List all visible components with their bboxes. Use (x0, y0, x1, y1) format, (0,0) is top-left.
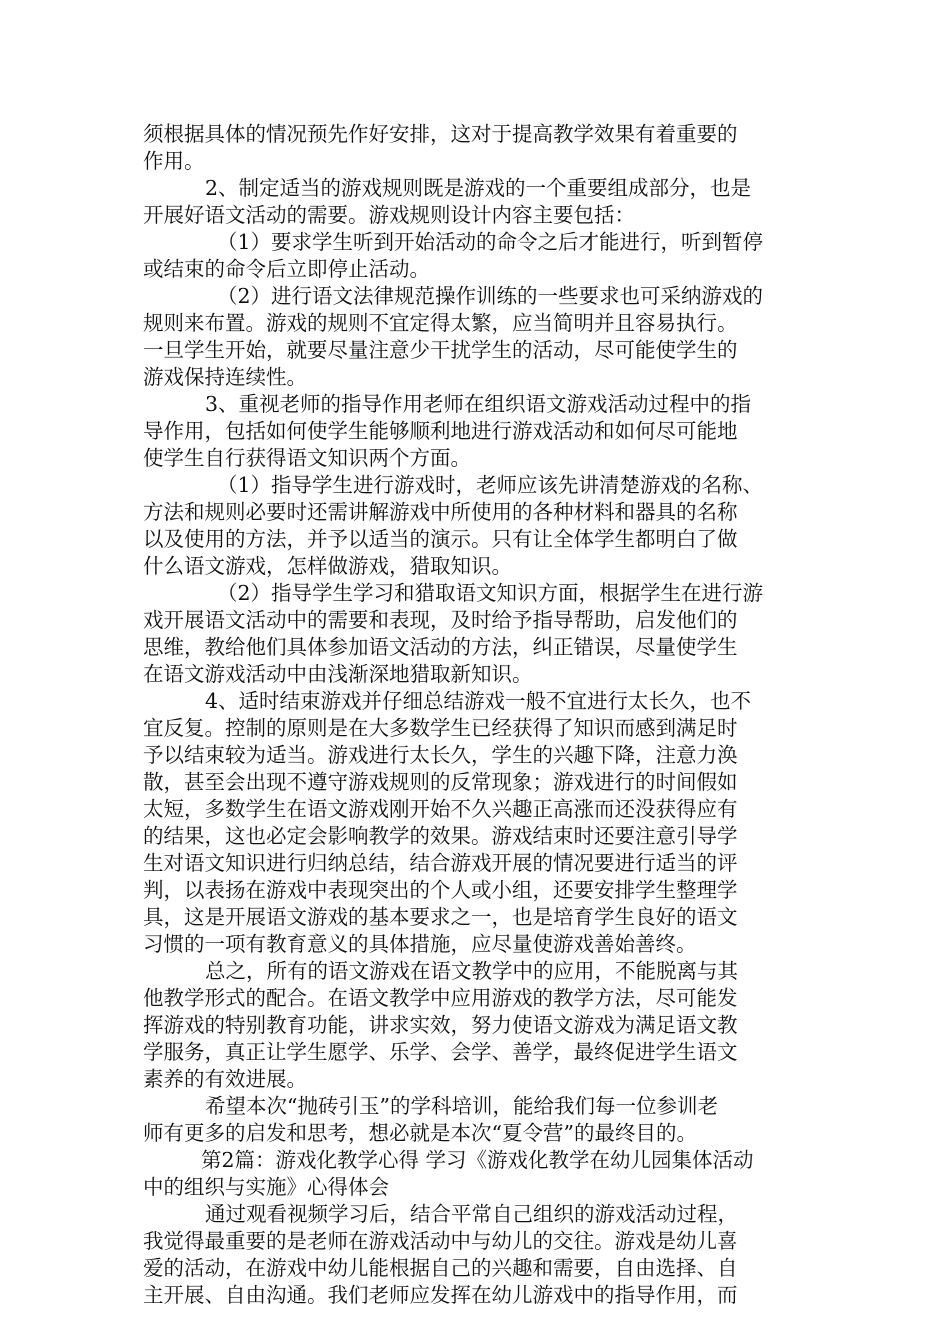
text-line: 2、制定适当的游戏规则既是游戏的一个重要组成部分，也是 (205, 176, 752, 200)
text-line: 他教学形式的配合。在语文教学中应用游戏的教学方法，尽可能发 (143, 986, 738, 1010)
text-line: 须根据具体的情况预先作好安排，这对于提高教学效果有着重要的 (143, 122, 738, 146)
text-line: 方法和规则必要时还需讲解游戏中所使用的各种材料和器具的名称 (143, 500, 738, 524)
text-line: 散，甚至会出现不遵守游戏规则的反常现象；游戏进行的时间假如 (143, 770, 738, 794)
text-line: 挥游戏的特别教育功能，讲求实效，努力使语文游戏为满足语文教 (143, 1013, 738, 1037)
text-line: 一旦学生开始，就要尽量注意少干扰学生的活动，尽可能使学生的 (143, 338, 738, 362)
text-line: 第2篇：游戏化教学心得 学习《游戏化教学在幼儿园集体活动 (201, 1148, 754, 1172)
text-line: 导作用，包括如何使学生能够顺利地进行游戏活动和如何尽可能地 (143, 419, 738, 443)
text-line: 什么语文游戏，怎样做游戏，猎取知识。 (143, 554, 512, 578)
document-body (143, 121, 811, 1309)
text-line: 素养的有效进展。 (143, 1067, 307, 1091)
text-line: 通过观看视频学习后，结合平常自己组织的游戏活动过程， (205, 1202, 738, 1226)
text-line: 的结果，这也必定会影响教学的效果。游戏结束时还要注意引导学 (143, 824, 738, 848)
text-line: 3、重视老师的指导作用老师在组织语文游戏活动过程中的指 (205, 392, 752, 416)
text-line: 判，以表扬在游戏中表现突出的个人或小组，还要安排学生整理学 (143, 878, 738, 902)
text-line: 4、适时结束游戏并仔细总结游戏一般不宜进行太长久，也不 (205, 689, 752, 713)
text-line: 希望本次“抛砖引玉”的学科培训，能给我们每一位参训老 (205, 1094, 718, 1118)
text-line: 太短，多数学生在语文游戏刚开始不久兴趣正高涨而还没获得应有 (143, 797, 738, 821)
text-line: 主开展、自由沟通。我们老师应发挥在幼儿游戏中的指导作用，而 (143, 1283, 738, 1307)
text-line: （2）进行语文法律规范操作训练的一些要求也可采纳游戏的 (217, 284, 764, 308)
text-line: 生对语文知识进行归纳总结，结合游戏开展的情况要进行适当的评 (143, 851, 738, 875)
text-line: 或结束的命令后立即停止活动。 (143, 257, 430, 281)
text-line: 中的组织与实施》心得体会 (143, 1175, 389, 1199)
text-line: 规则来布置。游戏的规则不宜定得太繁，应当简明并且容易执行。 (143, 311, 738, 335)
text-line: 在语文游戏活动中由浅渐深地猎取新知识。 (143, 662, 533, 686)
text-line: 师有更多的启发和思考，想必就是本次“夏令营”的最终目的。 (143, 1121, 697, 1145)
text-line: （1）指导学生进行游戏时，老师应该先讲清楚游戏的名称、 (217, 473, 764, 497)
text-line: 学服务，真正让学生愿学、乐学、会学、善学，最终促进学生语文 (143, 1040, 738, 1064)
text-line: 予以结束较为适当。游戏进行太长久，学生的兴趣下降，注意力涣 (143, 743, 738, 767)
text-line: 爱的活动，在游戏中幼儿能根据自己的兴趣和需要，自由选择、自 (143, 1256, 738, 1280)
text-line: 我觉得最重要的是老师在游戏活动中与幼儿的交往。游戏是幼儿喜 (143, 1229, 738, 1253)
text-line: 总之，所有的语文游戏在语文教学中的应用，不能脱离与其 (205, 959, 738, 983)
text-line: 思维，教给他们具体参加语文活动的方法，纠正错误，尽量使学生 (143, 635, 738, 659)
text-line: 游戏保持连续性。 (143, 365, 307, 389)
text-line: 宜反复。控制的原则是在大多数学生已经获得了知识而感到满足时 (143, 716, 738, 740)
text-line: 开展好语文活动的需要。游戏规则设计内容主要包括： (143, 203, 635, 227)
text-line: （1）要求学生听到开始活动的命令之后才能进行，听到暂停 (217, 230, 764, 254)
text-line: 使学生自行获得语文知识两个方面。 (143, 446, 471, 470)
text-line: 戏开展语文活动中的需要和表现，及时给予指导帮助，启发他们的 (143, 608, 738, 632)
text-line: 习惯的一项有教育意义的具体措施，应尽量使游戏善始善终。 (143, 932, 697, 956)
text-line: （2）指导学生学习和猎取语文知识方面，根据学生在进行游 (217, 581, 764, 605)
text-line: 作用。 (143, 149, 205, 173)
text-line: 具，这是开展语文游戏的基本要求之一，也是培育学生良好的语文 (143, 905, 738, 929)
text-line: 以及使用的方法，并予以适当的演示。只有让全体学生都明白了做 (143, 527, 738, 551)
